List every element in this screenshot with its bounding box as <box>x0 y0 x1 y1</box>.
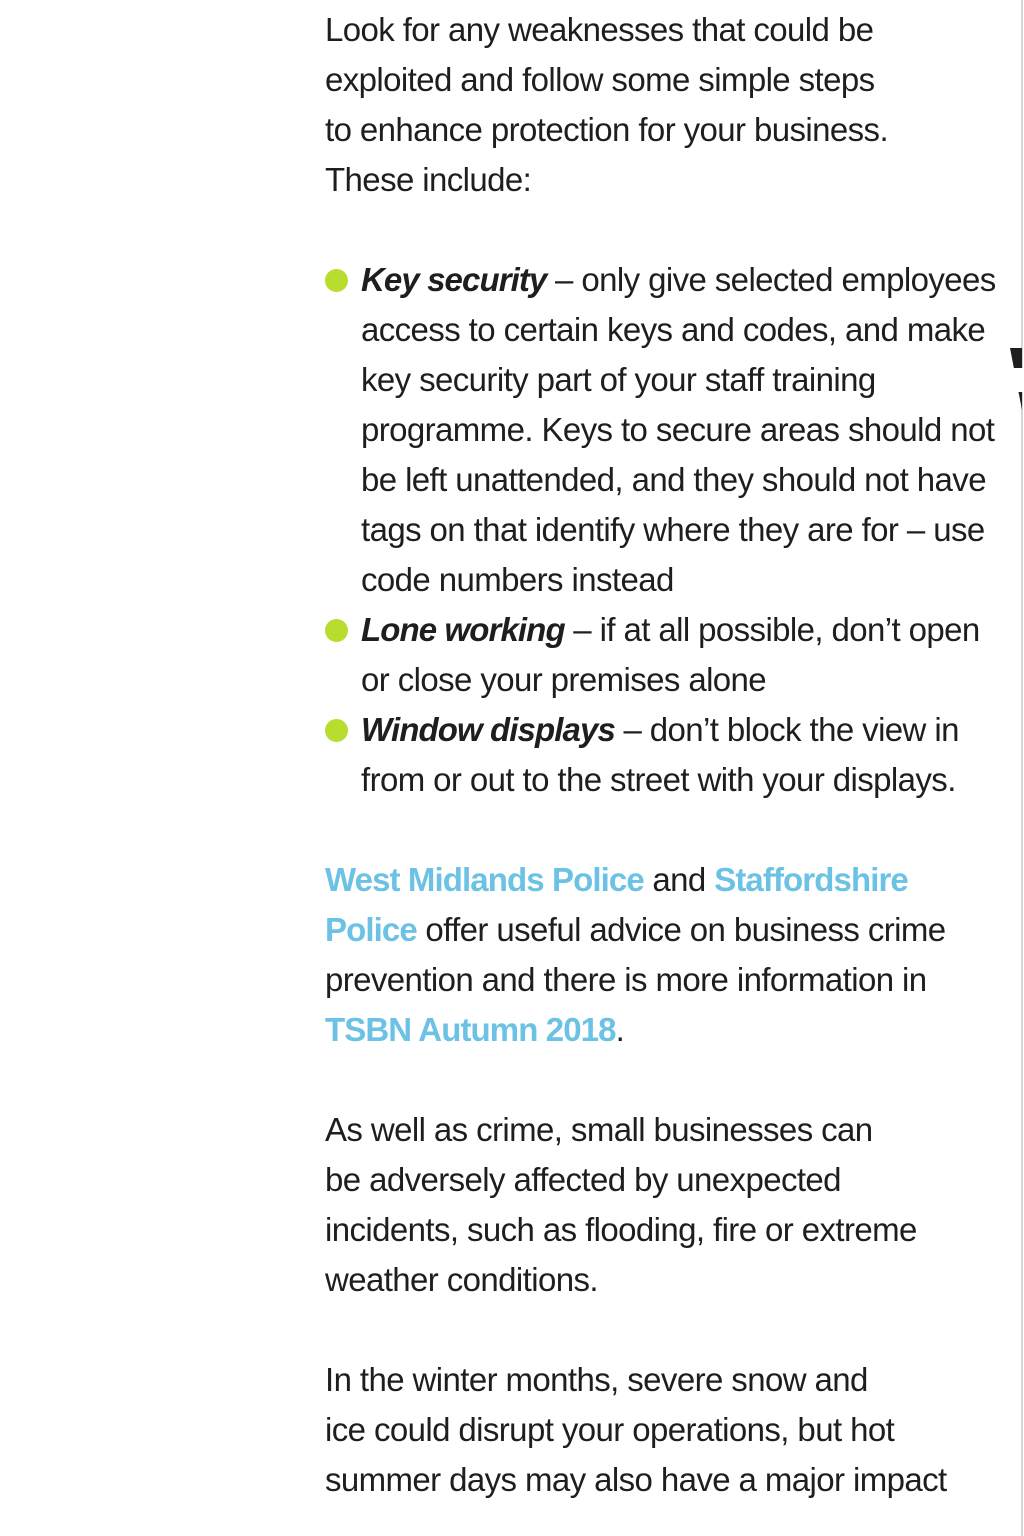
intro-line: Look for any weaknesses that could be <box>325 11 874 48</box>
police-text: offer useful advice on business crime prevention and there is more information in <box>325 911 946 998</box>
paragraph-gap <box>325 805 997 855</box>
bullet-text: – don’t block the view in from or out to the street with your displays. <box>361 711 959 798</box>
paragraph-gap <box>325 1305 997 1355</box>
list-item-lone-working <box>325 605 997 705</box>
bullet-dot-icon <box>325 269 348 292</box>
winter-line: In the winter months, severe snow and <box>325 1361 868 1398</box>
intro-paragraph <box>325 5 997 205</box>
winter-paragraph <box>325 1355 997 1505</box>
list-item-key-security <box>325 255 997 605</box>
bullet-dot-icon <box>325 619 348 642</box>
incidents-line: be adversely affected by unexpected <box>325 1161 841 1198</box>
intro-line: exploited and follow some simple steps <box>325 61 875 98</box>
police-paragraph <box>325 855 997 1055</box>
west-midlands-police-link[interactable]: West Midlands Police <box>325 861 644 898</box>
bullet-term: Lone working <box>361 611 565 648</box>
intro-line: to enhance protection for your business. <box>325 111 889 148</box>
incidents-line: As well as crime, small businesses can <box>325 1111 873 1148</box>
staffordshire-police-link[interactable]: Staffordshire Police <box>325 861 908 948</box>
incidents-line: incidents, such as flooding, fire or extreme <box>325 1211 917 1248</box>
bullet-term: Key security <box>361 261 547 298</box>
bullet-text: – only give selected employees access to certain keys and codes, and make key security part of your staff training programme. Keys to secure areas should not be left unattended, and they should not have tags on that identify where they are for – use code numbers instead <box>361 261 996 598</box>
paragraph-gap <box>325 1055 997 1105</box>
connector-text: and <box>643 861 715 898</box>
bullet-dot-icon <box>325 719 348 742</box>
page-edge-mark-cutout <box>1014 368 1024 392</box>
page-edge-divider <box>1021 0 1023 1536</box>
bullet-text: – if at all possible, don’t open or close your premises alone <box>361 611 980 698</box>
bullet-term: Window displays <box>361 711 615 748</box>
winter-line: ice could disrupt your operations, but hot <box>325 1411 895 1448</box>
tips-list <box>325 255 997 805</box>
tsbn-autumn-2018-link[interactable]: TSBN Autumn 2018 <box>325 1011 616 1048</box>
incidents-paragraph <box>325 1105 997 1305</box>
paragraph-gap <box>325 205 997 255</box>
period-text: . <box>615 1011 625 1048</box>
list-item-window-displays <box>325 705 997 805</box>
incidents-line: weather conditions. <box>325 1261 598 1298</box>
intro-line: These include: <box>325 161 532 198</box>
winter-line: summer days may also have a major impact <box>325 1461 947 1498</box>
article-body <box>325 5 997 1505</box>
